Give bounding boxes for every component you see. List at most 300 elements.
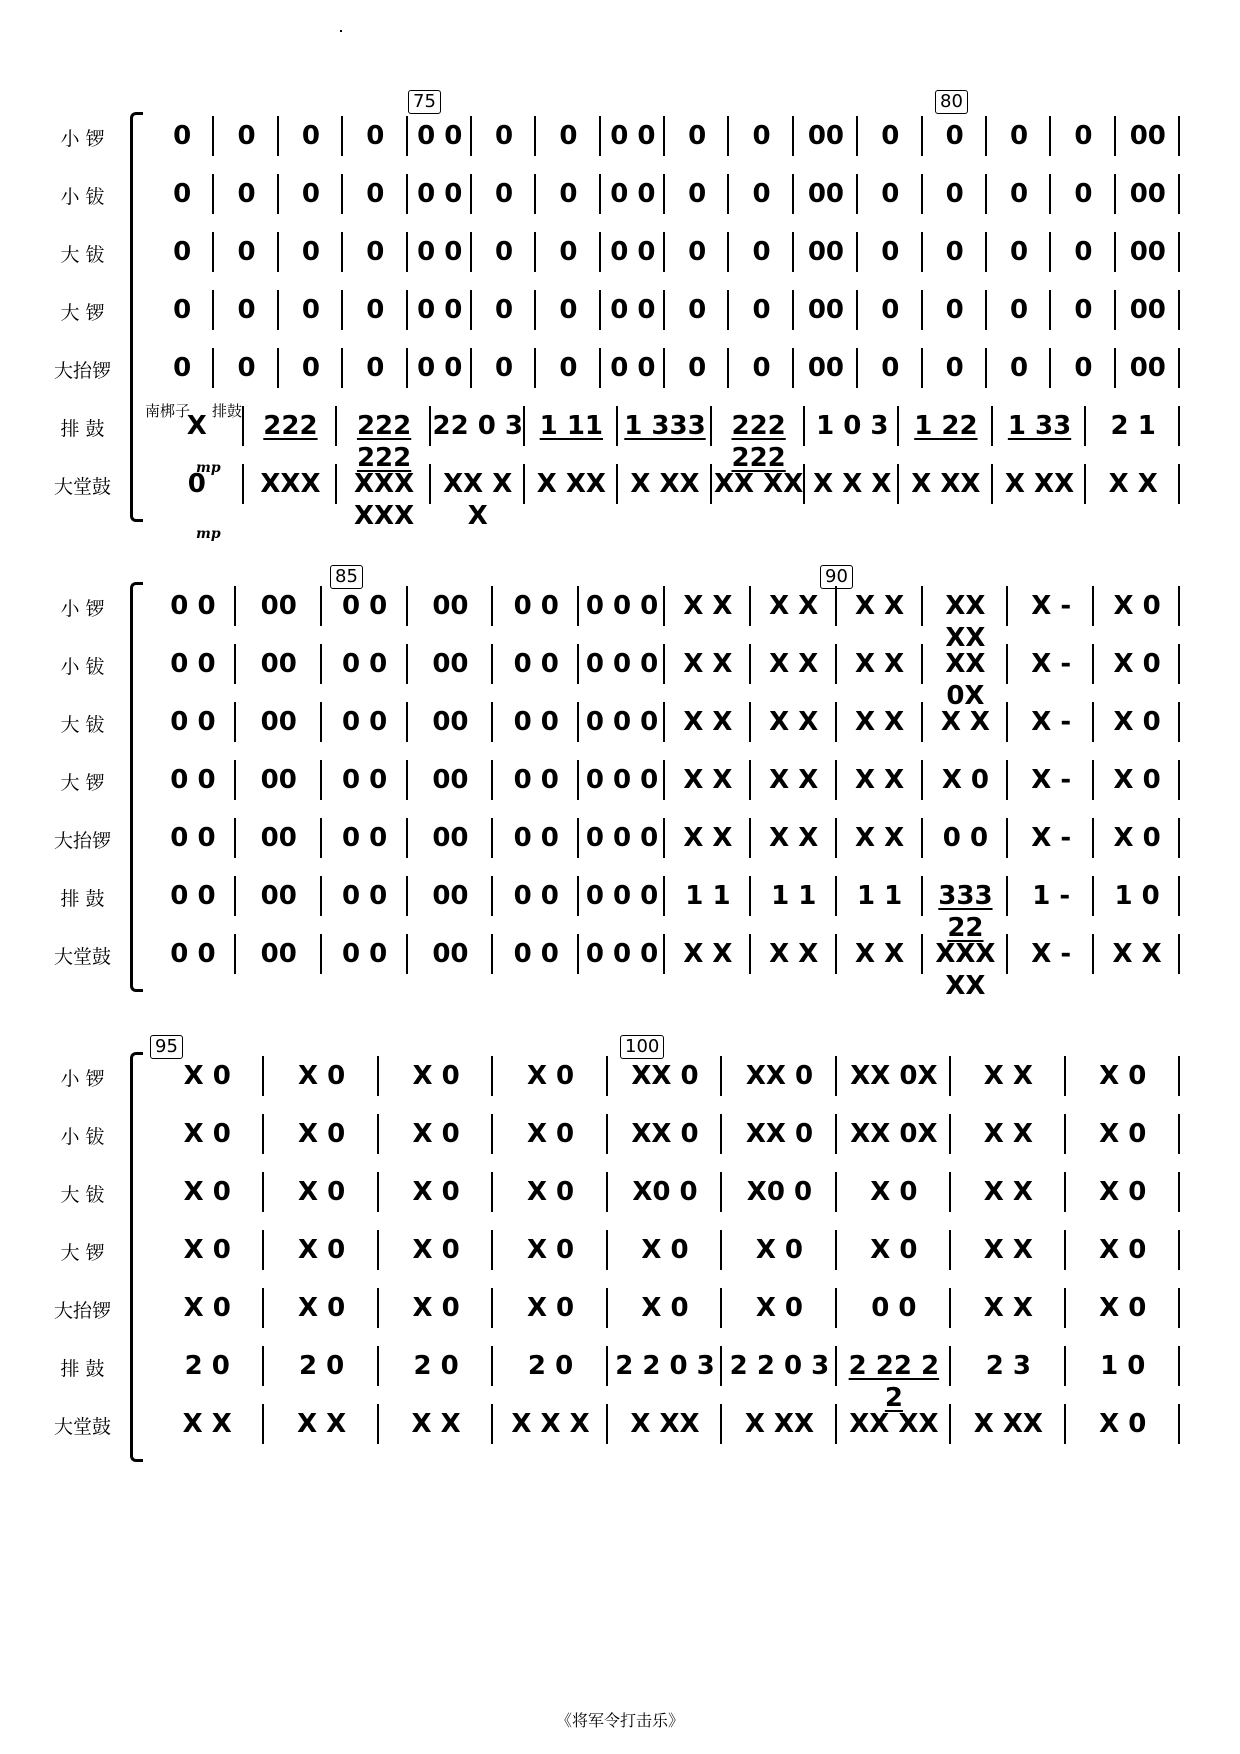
- barline: [1178, 644, 1180, 684]
- measure-cell: 0 0: [170, 765, 216, 795]
- measure-cell: X 0: [183, 1119, 231, 1149]
- measure-cell: X X: [983, 1235, 1033, 1265]
- measure-cell: XXX: [260, 469, 321, 499]
- measure-cell: 1 0: [1114, 881, 1160, 911]
- measure-cell: 0: [945, 295, 964, 325]
- measure-cell: 00: [260, 707, 297, 737]
- measure-cell: X 0: [526, 1119, 575, 1149]
- measure-cell: 0: [366, 237, 385, 267]
- measure-cell: 0: [1074, 121, 1093, 151]
- measure-cell: 222 222: [356, 411, 412, 473]
- rehearsal-mark: 75: [408, 90, 441, 114]
- measure-cell: X X: [983, 1293, 1033, 1323]
- measure-cell: X0 0: [632, 1177, 698, 1207]
- measure-cell: 0 0: [513, 649, 559, 679]
- measure-cell: 0: [945, 121, 964, 151]
- measure-cell: 0: [881, 121, 900, 151]
- measure-cell: 0 0: [341, 591, 388, 621]
- measure-cell: XXX XXX: [354, 469, 415, 531]
- measure-cell: 0: [559, 121, 578, 151]
- measure-cell: 00: [432, 823, 469, 853]
- measure-cell: 00: [807, 353, 845, 383]
- measure-cell: 1 1: [856, 881, 903, 911]
- measure-cell: 0: [301, 295, 320, 325]
- dynamic-marking: mp: [196, 460, 221, 476]
- measure-cell: X 0: [298, 1177, 346, 1207]
- measure-cell: X 0: [526, 1293, 575, 1323]
- measure-cell: 0: [173, 295, 192, 325]
- measure-cell: 0 0: [170, 649, 216, 679]
- barline: [1178, 174, 1180, 214]
- measure-cell: 0: [1074, 237, 1093, 267]
- measure-cell: 00: [1129, 295, 1166, 325]
- measure-cell: 0: [881, 179, 900, 209]
- measure-cell: X 0: [870, 1235, 918, 1265]
- measure-cell: 00: [1129, 237, 1166, 267]
- measure-cell: X X: [983, 1061, 1033, 1091]
- barline: [1178, 464, 1180, 504]
- system-brace: [130, 1052, 143, 1462]
- instrument-label: 大 锣: [60, 302, 105, 324]
- measure-cell: 0: [1010, 121, 1029, 151]
- measure-cell: 0 0: [341, 881, 388, 911]
- measure-cell: 0: [688, 353, 707, 383]
- measure-cell: 0: [881, 237, 900, 267]
- measure-cell: 0 0: [610, 121, 656, 151]
- measure-cell: 00: [1129, 353, 1166, 383]
- measure-cell: X 0: [641, 1235, 689, 1265]
- measure-cell: X 0: [1113, 649, 1161, 679]
- barline: [1178, 818, 1180, 858]
- measure-cell: X X: [411, 1409, 461, 1439]
- measure-cell: 2 3: [985, 1351, 1031, 1381]
- measure-cell: 0 0: [871, 1293, 917, 1323]
- measure-cell: 0 0 0: [585, 939, 659, 969]
- measure-cell: 0 0: [170, 881, 216, 911]
- measure-cell: X X X: [813, 469, 892, 499]
- measure-cell: 0: [1010, 353, 1029, 383]
- measure-cell: 0: [752, 121, 771, 151]
- rehearsal-mark: 100: [620, 1035, 664, 1059]
- measure-cell: X X: [854, 939, 905, 969]
- measure-cell: 1 -: [1032, 881, 1071, 911]
- measure-cell: 0: [237, 295, 256, 325]
- measure-cell: 0: [1074, 353, 1093, 383]
- measure-cell: X X: [1108, 469, 1158, 499]
- measure-cell: 1 1: [685, 881, 731, 911]
- measure-cell: 0: [1074, 179, 1093, 209]
- measure-cell: X 0: [1099, 1119, 1147, 1149]
- measure-cell: XX 0: [631, 1119, 699, 1149]
- measure-cell: X 0: [526, 1061, 575, 1091]
- measure-cell: X X: [683, 649, 733, 679]
- measure-cell: X 0: [298, 1293, 346, 1323]
- instrument-label: 小 钹: [60, 186, 105, 208]
- measure-cell: X 0: [1099, 1293, 1147, 1323]
- instrument-label: 大抬锣: [53, 1300, 111, 1322]
- instrument-label: 排 鼓: [60, 418, 105, 440]
- measure-cell: 0: [237, 121, 256, 151]
- measure-cell: 0 0 0: [585, 707, 659, 737]
- measure-cell: 00: [432, 765, 469, 795]
- barline: [1178, 702, 1180, 742]
- measure-cell: 2 2 0 3: [729, 1351, 830, 1381]
- rehearsal-mark: 90: [820, 565, 853, 589]
- measure-cell: 222 222: [731, 411, 786, 473]
- measure-cell: 0 0: [341, 649, 388, 679]
- measure-cell: 00: [260, 823, 297, 853]
- measure-cell: 0: [1010, 237, 1029, 267]
- barline: [1178, 1230, 1180, 1270]
- measure-cell: X 0: [526, 1235, 575, 1265]
- barline: [1178, 1114, 1180, 1154]
- instrument-label: 大堂鼓: [53, 476, 111, 498]
- measure-cell: X -: [1031, 823, 1072, 853]
- measure-cell: 0: [187, 469, 206, 499]
- section-annotation: 南梆子: [145, 402, 191, 420]
- measure-cell: X X: [854, 591, 905, 621]
- measure-cell: 0: [366, 121, 385, 151]
- measure-cell: 0: [1010, 179, 1029, 209]
- measure-cell: X -: [1031, 939, 1072, 969]
- measure-cell: X -: [1031, 707, 1072, 737]
- measure-cell: 00: [432, 939, 469, 969]
- barline: [1178, 406, 1180, 446]
- measure-cell: 0 0 0: [585, 765, 659, 795]
- measure-cell: 00: [260, 591, 297, 621]
- instrument-label: 大 钹: [60, 714, 105, 736]
- measure-cell: X 0: [183, 1235, 231, 1265]
- barline: [1178, 1172, 1180, 1212]
- measure-cell: 0 0 0: [585, 823, 659, 853]
- measure-cell: 0: [881, 295, 900, 325]
- dynamic-marking: mp: [196, 526, 221, 542]
- measure-cell: X0 0: [746, 1177, 813, 1207]
- measure-cell: X -: [1031, 591, 1072, 621]
- measure-cell: XX 0: [745, 1119, 814, 1149]
- measure-cell: X X: [182, 1409, 232, 1439]
- measure-cell: 0: [173, 179, 192, 209]
- measure-cell: 0: [173, 237, 192, 267]
- measure-cell: X 0: [412, 1061, 460, 1091]
- measure-cell: 0: [1074, 295, 1093, 325]
- barline: [1178, 760, 1180, 800]
- measure-cell: X 0: [755, 1235, 804, 1265]
- measure-cell: X X: [769, 707, 819, 737]
- barline: [1178, 348, 1180, 388]
- measure-cell: 0 0: [513, 939, 559, 969]
- measure-cell: X 0: [526, 1177, 575, 1207]
- measure-cell: X 0: [412, 1177, 460, 1207]
- instrument-label: 小 钹: [60, 656, 105, 678]
- measure-cell: X XX: [1004, 469, 1075, 499]
- measure-cell: X X: [769, 649, 819, 679]
- instrument-label: 大抬锣: [53, 360, 111, 382]
- measure-cell: 0 0: [170, 707, 216, 737]
- measure-cell: X 0: [1113, 823, 1161, 853]
- section-annotation: 排鼓: [212, 402, 243, 420]
- measure-cell: 0: [366, 295, 385, 325]
- measure-cell: 0: [495, 353, 514, 383]
- instrument-label: 大堂鼓: [53, 1416, 111, 1438]
- measure-cell: X 0: [298, 1061, 346, 1091]
- barline: [1178, 1404, 1180, 1444]
- measure-cell: 0: [881, 353, 900, 383]
- measure-cell: X 0: [1113, 591, 1161, 621]
- measure-cell: 0: [752, 179, 771, 209]
- measure-cell: 00: [260, 881, 297, 911]
- measure-cell: 0: [1010, 295, 1029, 325]
- measure-cell: 0: [559, 295, 578, 325]
- barline: [1178, 116, 1180, 156]
- measure-cell: X X: [854, 649, 905, 679]
- measure-cell: XXX XX: [935, 939, 996, 1001]
- measure-cell: 0: [495, 237, 514, 267]
- measure-cell: 0 0: [513, 591, 559, 621]
- measure-cell: 0: [752, 237, 771, 267]
- measure-cell: XX 0X: [945, 649, 986, 711]
- measure-cell: 0 0: [417, 237, 463, 267]
- measure-cell: 0 0 0: [585, 591, 659, 621]
- measure-cell: 0 0: [610, 353, 656, 383]
- measure-cell: 333 22: [938, 881, 993, 943]
- measure-cell: 00: [432, 591, 469, 621]
- measure-cell: X XX: [630, 469, 700, 499]
- measure-cell: 0 0: [942, 823, 989, 853]
- measure-cell: X X: [769, 823, 819, 853]
- measure-cell: X XX: [911, 469, 981, 499]
- measure-cell: X X: [854, 707, 905, 737]
- measure-cell: 0: [301, 353, 320, 383]
- measure-cell: 0: [237, 237, 256, 267]
- measure-cell: X -: [1031, 649, 1072, 679]
- measure-cell: 1 0 3: [816, 411, 889, 441]
- measure-cell: 0: [301, 121, 320, 151]
- barline: [1178, 1346, 1180, 1386]
- measure-cell: 2 2 0 3: [615, 1351, 715, 1381]
- measure-cell: XX 0: [745, 1061, 814, 1091]
- rehearsal-mark: 80: [935, 90, 968, 114]
- measure-cell: 00: [432, 707, 469, 737]
- measure-cell: X XX: [630, 1409, 700, 1439]
- measure-cell: XX 0X: [850, 1119, 938, 1149]
- measure-cell: 0: [366, 353, 385, 383]
- system-brace: [130, 582, 143, 992]
- measure-cell: 0: [237, 353, 256, 383]
- measure-cell: X XX: [973, 1409, 1043, 1439]
- measure-cell: X 0: [298, 1119, 346, 1149]
- instrument-label: 大 钹: [60, 244, 105, 266]
- instrument-label: 排 鼓: [60, 888, 105, 910]
- instrument-label: 小 锣: [60, 598, 105, 620]
- measure-cell: X 0: [183, 1061, 231, 1091]
- measure-cell: X X: [940, 707, 990, 737]
- measure-cell: 00: [807, 179, 845, 209]
- measure-cell: X 0: [298, 1235, 346, 1265]
- system-brace: [130, 112, 143, 522]
- measure-cell: X 0: [1113, 765, 1161, 795]
- measure-cell: X X: [683, 823, 733, 853]
- measure-cell: X 0: [1099, 1235, 1147, 1265]
- measure-cell: 22 0 3: [432, 411, 523, 441]
- measure-cell: XX XX: [849, 1409, 939, 1439]
- measure-cell: 0: [688, 179, 707, 209]
- instrument-label: 大抬锣: [53, 830, 111, 852]
- measure-cell: X X: [683, 939, 733, 969]
- measure-cell: 0: [495, 179, 514, 209]
- measure-cell: X -: [1031, 765, 1072, 795]
- measure-cell: 0: [559, 237, 578, 267]
- measure-cell: 0: [301, 237, 320, 267]
- measure-cell: 2 0: [184, 1351, 230, 1381]
- measure-cell: X XX: [536, 469, 606, 499]
- measure-cell: X 0: [755, 1293, 804, 1323]
- instrument-label: 大 锣: [60, 1242, 105, 1264]
- measure-cell: X 0: [1099, 1177, 1147, 1207]
- measure-cell: 1 11: [539, 411, 603, 441]
- measure-cell: X X: [769, 765, 819, 795]
- measure-cell: 0 0: [417, 295, 463, 325]
- measure-cell: 0: [688, 121, 707, 151]
- measure-cell: 1 1: [771, 881, 817, 911]
- measure-cell: XX XX: [714, 469, 804, 499]
- measure-cell: 0 0: [170, 591, 216, 621]
- instrument-label: 小 锣: [60, 128, 105, 150]
- measure-cell: 0 0: [513, 765, 559, 795]
- measure-cell: X X X: [511, 1409, 590, 1439]
- measure-cell: 00: [1129, 121, 1166, 151]
- measure-cell: X X: [683, 591, 733, 621]
- footer-title: 《将军令打击乐》: [555, 1711, 684, 1730]
- measure-cell: 0: [366, 179, 385, 209]
- measure-cell: 0 0: [417, 179, 463, 209]
- instrument-label: 大 钹: [60, 1184, 105, 1206]
- measure-cell: 00: [260, 649, 297, 679]
- measure-cell: X 0: [412, 1235, 460, 1265]
- measure-cell: XX X X: [443, 469, 513, 531]
- measure-cell: 222: [263, 411, 318, 441]
- stray-dot: [340, 30, 342, 32]
- measure-cell: X X: [854, 765, 905, 795]
- measure-cell: X XX: [744, 1409, 815, 1439]
- barline: [1178, 1288, 1180, 1328]
- measure-cell: X X: [297, 1409, 347, 1439]
- measure-cell: 1 33: [1007, 411, 1072, 441]
- measure-cell: 0 0: [341, 939, 388, 969]
- measure-cell: 2 1: [1110, 411, 1156, 441]
- measure-cell: 0: [495, 295, 514, 325]
- measure-cell: 0: [173, 353, 192, 383]
- measure-cell: 2 22 2 2: [848, 1351, 940, 1413]
- measure-cell: XX 0X: [850, 1061, 938, 1091]
- measure-cell: 0 0: [417, 121, 463, 151]
- instrument-label: 大堂鼓: [53, 946, 111, 968]
- measure-cell: 0: [945, 353, 964, 383]
- measure-cell: X X: [1112, 939, 1162, 969]
- measure-cell: 00: [260, 765, 297, 795]
- measure-cell: 2 0: [527, 1351, 574, 1381]
- measure-cell: X 0: [1099, 1061, 1147, 1091]
- measure-cell: 0 0: [170, 823, 216, 853]
- measure-cell: 0: [752, 295, 771, 325]
- measure-cell: 0 0: [417, 353, 463, 383]
- measure-cell: 2 0: [413, 1351, 459, 1381]
- rehearsal-mark: 95: [150, 1035, 183, 1059]
- measure-cell: X 0: [941, 765, 990, 795]
- measure-cell: 00: [260, 939, 297, 969]
- measure-cell: 00: [807, 295, 845, 325]
- measure-cell: 0: [173, 121, 192, 151]
- measure-cell: 0 0 0: [585, 881, 659, 911]
- measure-cell: 0 0: [341, 707, 388, 737]
- measure-cell: X 0: [1099, 1409, 1147, 1439]
- measure-cell: 0: [237, 179, 256, 209]
- measure-cell: X X: [683, 765, 733, 795]
- barline: [1178, 232, 1180, 272]
- instrument-label: 小 钹: [60, 1126, 105, 1148]
- measure-cell: X 0: [641, 1293, 689, 1323]
- measure-cell: 0: [945, 179, 964, 209]
- measure-cell: 1 333: [624, 411, 706, 441]
- instrument-label: 排 鼓: [60, 1358, 105, 1380]
- measure-cell: 00: [807, 121, 845, 151]
- measure-cell: 0: [752, 353, 771, 383]
- measure-cell: 0: [688, 295, 707, 325]
- measure-cell: 00: [432, 881, 469, 911]
- measure-cell: 0: [559, 179, 578, 209]
- measure-cell: 00: [1129, 179, 1166, 209]
- measure-cell: 0 0: [610, 179, 656, 209]
- measure-cell: X 0: [1113, 707, 1161, 737]
- measure-cell: 0 0: [513, 823, 559, 853]
- barline: [1178, 586, 1180, 626]
- measure-cell: 00: [432, 649, 469, 679]
- measure-cell: 1 22: [914, 411, 978, 441]
- measure-cell: 0 0 0: [585, 649, 659, 679]
- measure-cell: 0: [559, 353, 578, 383]
- measure-cell: X 0: [412, 1119, 460, 1149]
- measure-cell: 00: [807, 237, 845, 267]
- measure-cell: X X: [769, 591, 819, 621]
- measure-cell: 0 0: [610, 237, 656, 267]
- measure-cell: 0 0: [341, 823, 388, 853]
- barline: [1178, 1056, 1180, 1096]
- measure-cell: X: [186, 411, 207, 441]
- measure-cell: 2 0: [299, 1351, 345, 1381]
- measure-cell: 0: [688, 237, 707, 267]
- measure-cell: 0 0: [610, 295, 656, 325]
- instrument-label: 小 锣: [60, 1068, 105, 1090]
- measure-cell: X X: [683, 707, 733, 737]
- measure-cell: X X: [854, 823, 905, 853]
- measure-cell: 0: [945, 237, 964, 267]
- instrument-label: 大 锣: [60, 772, 105, 794]
- barline: [1178, 934, 1180, 974]
- measure-cell: X 0: [870, 1177, 918, 1207]
- measure-cell: 0 0: [513, 707, 559, 737]
- measure-cell: 0: [301, 179, 320, 209]
- barline: [1178, 290, 1180, 330]
- measure-cell: 0 0: [513, 881, 559, 911]
- measure-cell: 0 0: [341, 765, 388, 795]
- measure-cell: X X: [983, 1119, 1033, 1149]
- rehearsal-mark: 85: [330, 565, 363, 589]
- measure-cell: 0 0: [170, 939, 216, 969]
- measure-cell: X 0: [412, 1293, 460, 1323]
- measure-cell: X 0: [183, 1177, 231, 1207]
- measure-cell: X X: [983, 1177, 1033, 1207]
- barline: [1178, 876, 1180, 916]
